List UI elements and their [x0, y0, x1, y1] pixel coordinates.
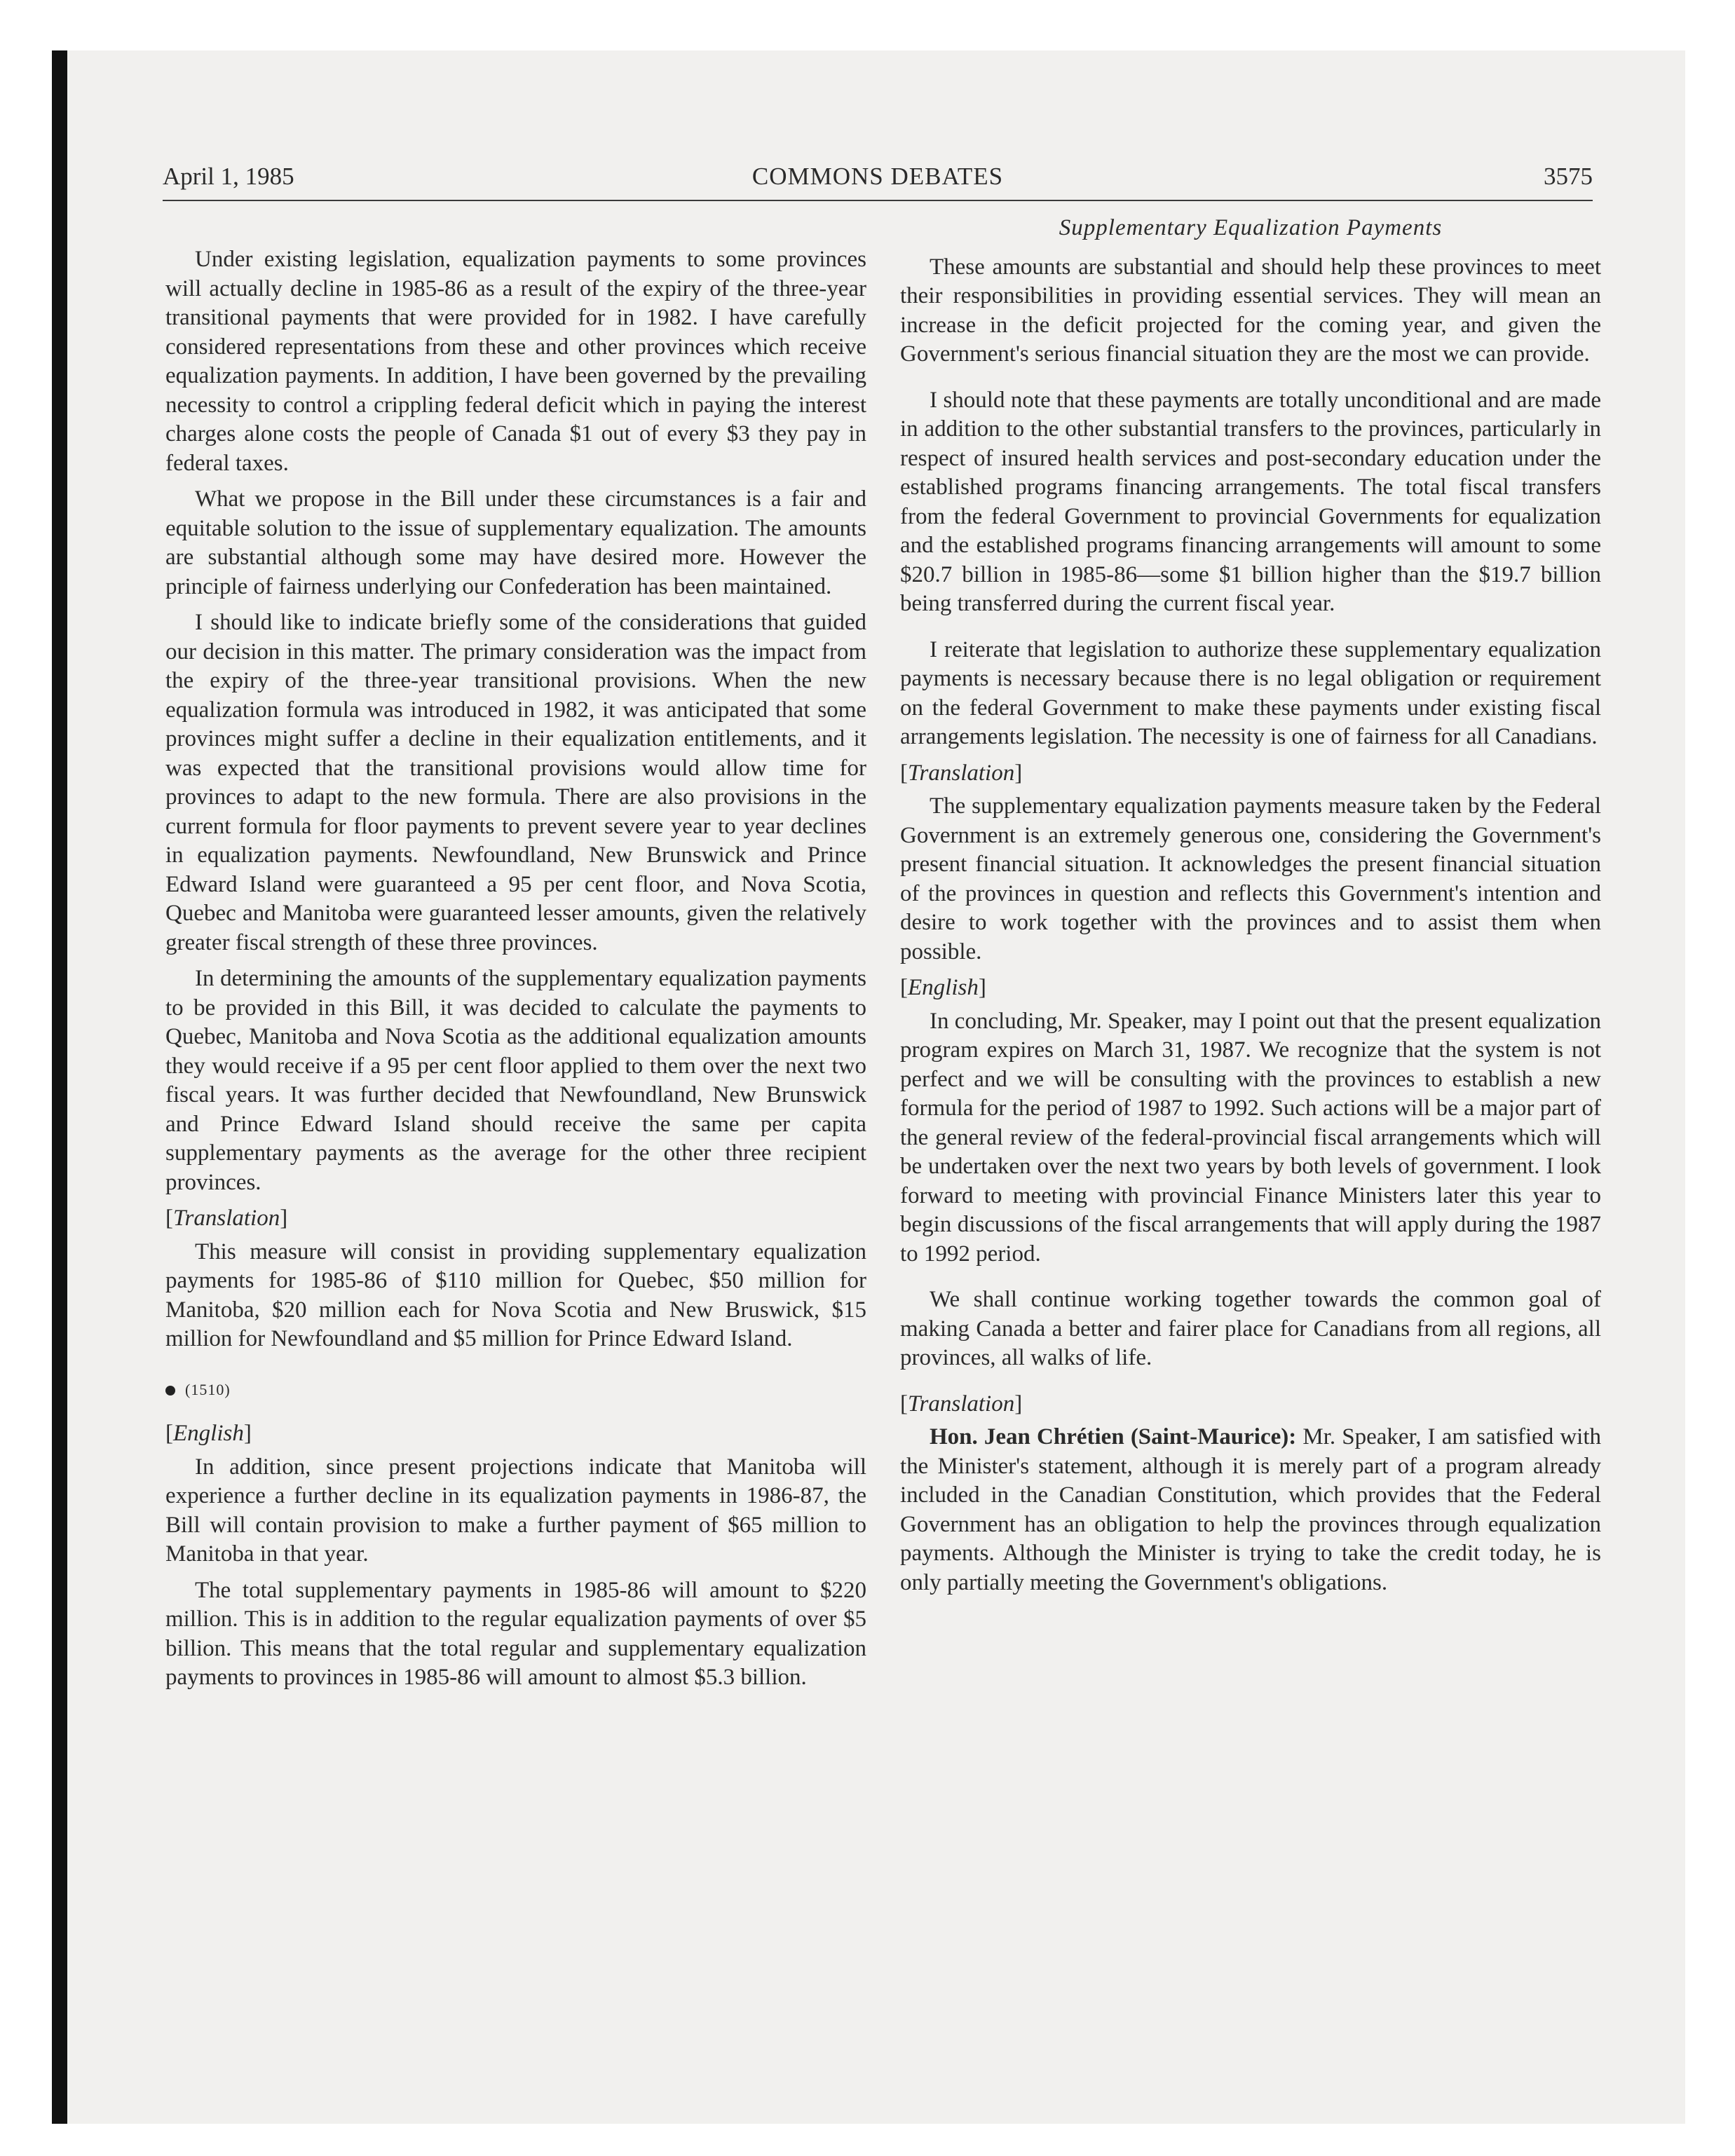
- header-page-number: 3575: [1544, 163, 1593, 190]
- right-column: [900, 214, 1601, 1597]
- running-head: Supplementary Equalization Payments: [1059, 215, 1443, 240]
- time-marker: [165, 1375, 866, 1405]
- speech-paragraph: [900, 1423, 1601, 1597]
- speech-text: Mr. Speaker, I am satisfied with the Minister's statement, although it is merely part of a program already included in the Canadian Constitution, which provides that the Federal Government has an obligation to help the provinces through equalization payments. Although the Minister is trying to take the credit today, he is only partially meeting the Government's obligations.: [900, 1424, 1601, 1595]
- paragraph: I reiterate that legislation to authorize these supplementary equalization payments is necessary because there is no legal obligation or requirement on the federal Government to make these payments under existing fiscal arrangements legislation. The necessity is one of fairness for all Canadians.: [900, 636, 1601, 749]
- paragraph: We shall continue working together towards the common goal of making Canada a better and fairer place for Canadians from all regions, all provinces, all walks of life.: [900, 1287, 1601, 1370]
- translation-label-text: Translation: [908, 760, 1015, 786]
- paragraph: In determining the amounts of the supplementary equalization payments to be provided in this Bill, it was decided to calculate the payments to Quebec, Manitoba and Nova Scotia as the additional equalization amounts they would receive if a 95 per cent floor applied to them over the next two fiscal years. It was further decided that Newfoundland, New Brunswick and Prince Edward Island should receive the same per capita supplementary payments as the average for the other three recipient provinces.: [165, 966, 866, 1195]
- header-date: April 1, 1985: [163, 163, 294, 190]
- english-label: [English]: [900, 975, 986, 1000]
- paragraph: Under existing legislation, equalization payments to some provinces will actually decline in 1985-86 as a result of the expiry of the three-year transitional payments that were provided for in 1982. I have carefully considered representations from these and other provinces which receive equalization payments. In addition, I have been governed by the prevailing necessity to control a crippling federal deficit which in paying the interest charges alone costs the people of Canada $1 out of every $3 they pay in federal taxes.: [165, 247, 866, 476]
- translation-label-text: Translation: [908, 1391, 1015, 1417]
- page-header: [163, 163, 1593, 199]
- paragraph: In addition, since present projections indicate that Manitoba will experience a further decline in its equalization payments in 1986-87, the Bill will contain provision to make a further payment of $65 million to Manitoba in that year.: [165, 1454, 866, 1567]
- bullet-icon: [165, 1386, 175, 1396]
- paragraph: This measure will consist in providing supplementary equalization payments for 1985-86 of $110 million for Quebec, $50 million for Manitoba, $20 million each for Nova Scotia and New Bruswick, $15 million for Newfoundland and $5 million for Prince Edward Island.: [165, 1239, 866, 1351]
- header-title: COMMONS DEBATES: [751, 163, 1004, 190]
- header-rule: [163, 200, 1593, 201]
- time-marker-text: (1510): [185, 1380, 231, 1398]
- paragraph: I should like to indicate briefly some of the considerations that guided our decision in this matter. The primary consideration was the impact from the expiry of the three-year transitional provisions. When the new equalization formula was introduced in 1982, it was anticipated that some provinces might suffer a decline in their equalization entitlements, and it was expected that the transitional provisions would allow time for provinces to adapt to the new formula. There are also provisions in the current formula for floor payments to prevent severe year to year declines in equalization payments. Newfoundland, New Brunswick and Prince Edward Island were guaranteed a 95 per cent floor, and Nova Scotia, Quebec and Manitoba were guaranteed lesser amounts, given the relatively greater fiscal strength of these three provinces.: [165, 610, 866, 955]
- paragraph: The supplementary equalization payments measure taken by the Federal Government is an extremely generous one, considering the Government's present financial situation. It acknowledges the present financial situation of the provinces in question and reflects this Government's intention and desire to work together with the provinces and to assist them when possible.: [900, 793, 1601, 964]
- translation-label: [Translation]: [165, 1206, 288, 1231]
- page-binding-edge: [52, 50, 67, 2124]
- paragraph: What we propose in the Bill under these circumstances is a fair and equitable solution to the issue of supplementary equalization. The amounts are substantial although some may have desired more. However the principle of fairness underlying our Confederation has been maintained.: [165, 486, 866, 599]
- paragraph: These amounts are substantial and should help these provinces to meet their responsibilities in providing essential services. They will mean an increase in the deficit projected for the coming year, and given the Government's serious financial situation they are the most we can provide.: [900, 254, 1601, 367]
- translation-label: [Translation]: [900, 1391, 1023, 1417]
- english-label: [English]: [165, 1421, 252, 1446]
- left-column: [165, 245, 866, 1693]
- english-label-text: English: [173, 1421, 244, 1446]
- speaker-name: Hon. Jean Chrétien (Saint-Maurice):: [930, 1424, 1297, 1449]
- translation-label-text: Translation: [173, 1206, 280, 1231]
- paragraph: I should note that these payments are totally unconditional and are made in addition to the other substantial transfers to the provinces, particularly in respect of insured health services and post-secondary education under the established programs financing arrangements. The total fiscal transfers from the federal Government to provincial Governments for equalization and the established programs financing arrangements will amount to some $20.7 billion in 1985-86—some $1 billion higher than the $19.7 billion being transferred during the current fiscal year.: [900, 387, 1601, 616]
- english-label-text: English: [908, 975, 979, 1000]
- paragraph: The total supplementary payments in 1985-86 will amount to $220 million. This is in addition to the regular equalization payments of over $5 billion. This means that the total regular and supplementary equalization payments to provinces in 1985-86 will amount to almost $5.3 billion.: [165, 1577, 866, 1690]
- paragraph: In concluding, Mr. Speaker, may I point out that the present equalization program expires on March 31, 1987. We recognize that the system is not perfect and we will be consulting with the provinces to establish a new formula for the period of 1987 to 1992. Such actions will be a major part of the general review of the federal-provincial fiscal arrangements which will be undertaken over the next two years by both levels of government. I look forward to meeting with provincial Finance Ministers later this year to begin discussions of the fiscal arrangements that will apply during the 1987 to 1992 period.: [900, 1008, 1601, 1267]
- translation-label: [Translation]: [900, 760, 1023, 786]
